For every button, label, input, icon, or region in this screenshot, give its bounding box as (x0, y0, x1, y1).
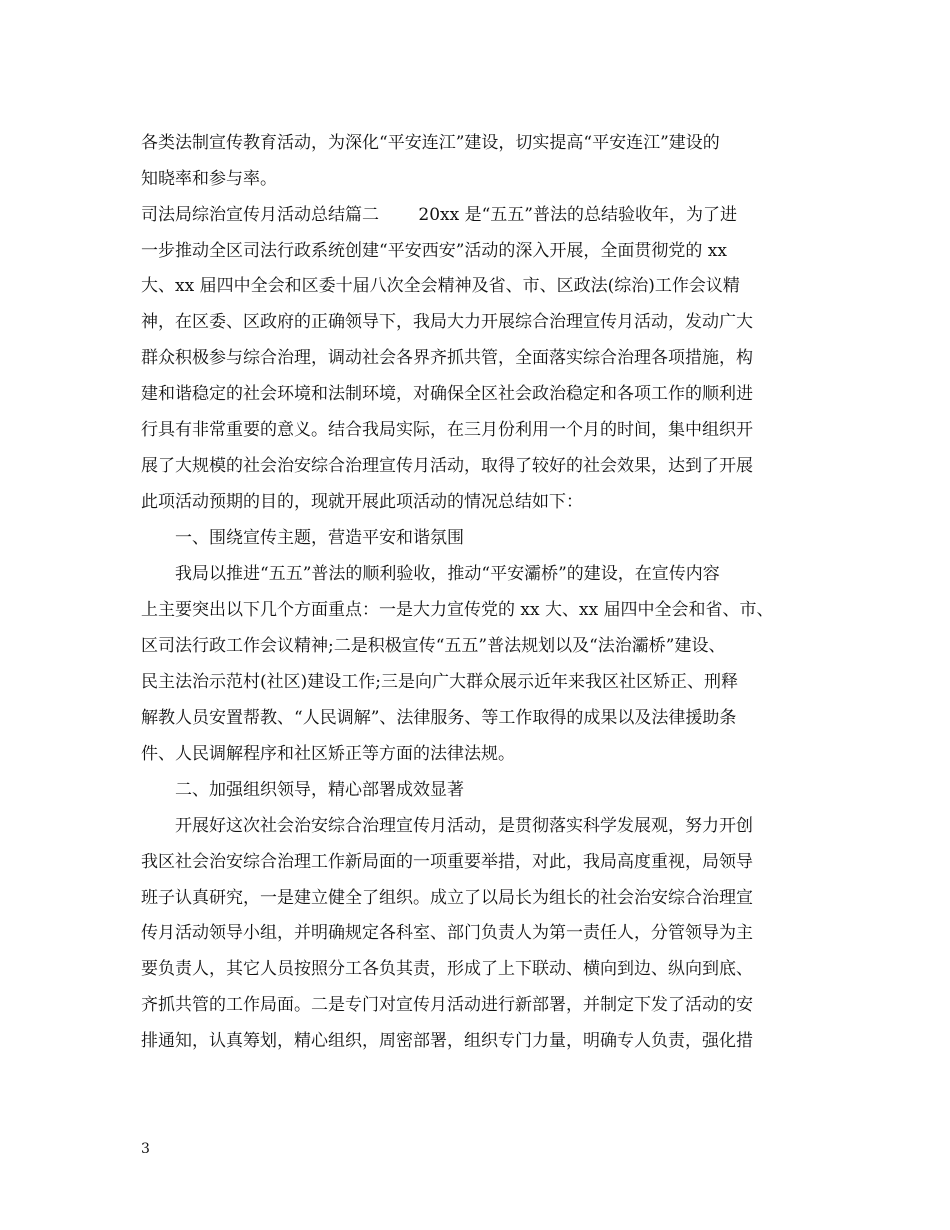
text-line: 排通知，认真筹划，精心组织，周密部署，组织专门力量，明确专人负责，强化措 (141, 1031, 753, 1051)
page-number: 3 (141, 1141, 150, 1157)
text-line: 行具有非常重要的意义。结合我局实际，在三月份利用一个月的时间，集中组织开 (141, 420, 753, 440)
text-line: 民主法治示范村(社区)建设工作;三是向广大群众展示近年来我区社区矫正、刑释 (141, 672, 738, 692)
text-line: 要负责人，其它人员按照分工各负其责，形成了上下联动、横向到边、纵向到底、 (141, 959, 753, 979)
text-line: 群众积极参与综合治理，调动社会各界齐抓共管，全面落实综合治理各项措施，构 (141, 348, 753, 368)
text-line: 建和谐稳定的社会环境和法制环境，对确保全区社会政治稳定和各项工作的顺利进 (141, 384, 753, 404)
text-line: 班子认真研究，一是建立健全了组织。成立了以局长为组长的社会治安综合治理宣 (141, 888, 753, 908)
text-line: 一步推动全区司法行政系统创建“平安西安”活动的深入开展，全面贯彻党的 xx (141, 241, 727, 261)
text-line: 传月活动领导小组，并明确规定各科室、部门负责人为第一责任人，分管领导为主 (141, 923, 753, 943)
section-heading: 二、加强组织领导，精心部署成效显著 (141, 780, 464, 800)
text-line: 此项活动预期的目的，现就开展此项活动的情况总结如下： (141, 492, 583, 512)
text-line: 件、人民调解程序和社区矫正等方面的法律法规。 (141, 744, 515, 764)
text-line: 解教人员安置帮教、“人民调解”、法律服务、等工作取得的成果以及法律援助条 (141, 708, 737, 728)
text-line: 知晓率和参与率。 (141, 169, 277, 189)
text-line: 我区社会治安综合治理工作新局面的一项重要举措，对此，我局高度重视，局领导 (141, 852, 753, 872)
text-line: 上主要突出以下几个方面重点：一是大力宣传党的 xx 大、xx 届四中全会和省、市、 (141, 600, 774, 620)
text-line: 神，在区委、区政府的正确领导下，我局大力开展综合治理宣传月活动，发动广大 (141, 312, 753, 332)
text-line: 开展好这次社会治安综合治理宣传月活动，是贯彻落实科学发展观，努力开创 (141, 816, 753, 836)
text-line: 各类法制宣传教育活动，为深化“平安连江”建设，切实提高“平安连江”建设的 (141, 133, 720, 153)
text-line: 大、xx 届四中全会和区委十届八次全会精神及省、市、区政法(综治)工作会议精 (141, 276, 740, 296)
text-line: 我局以推进“五五”普法的顺利验收，推动“平安灞桥”的建设，在宣传内容 (141, 564, 720, 584)
text-line: 展了大规模的社会治安综合治理宣传月活动，取得了较好的社会效果，达到了开展 (141, 456, 753, 476)
text-line: 司法局综治宣传月活动总结篇二 20xx 是“五五”普法的总结验收年，为了进 (141, 205, 737, 225)
section-heading: 一、围绕宣传主题，营造平安和谐氛围 (141, 528, 464, 548)
text-line: 齐抓共管的工作局面。二是专门对宣传月活动进行新部署，并制定下发了活动的安 (141, 995, 753, 1015)
text-line: 区司法行政工作会议精神;二是积极宣传“五五”普法规划以及“法治灞桥”建设、 (141, 636, 726, 656)
